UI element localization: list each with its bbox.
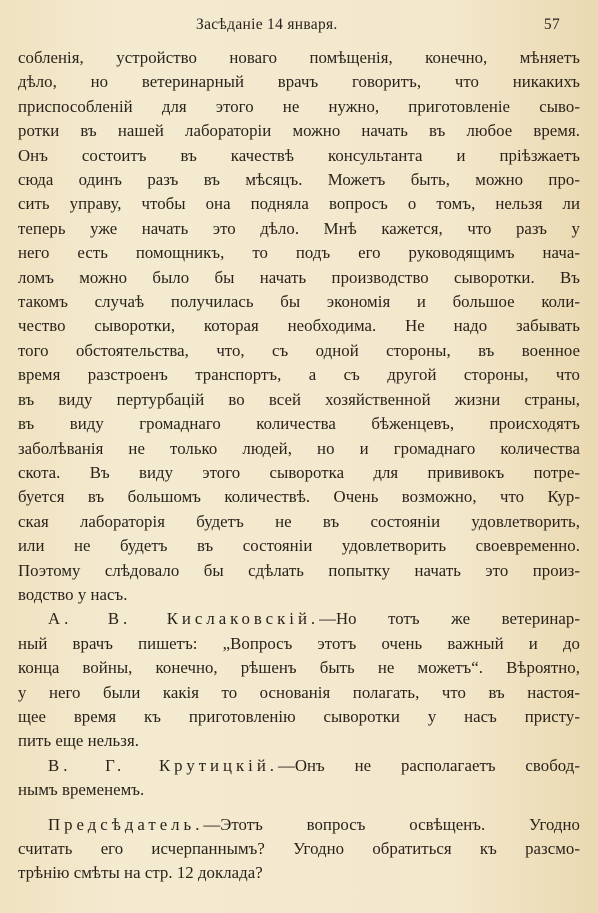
text-line: того обстоятельства, что, съ одной стороны, въ военное bbox=[18, 340, 580, 360]
speaker-name: Предсѣдатель. bbox=[48, 814, 204, 834]
paragraph-krutitsky bbox=[18, 754, 580, 803]
text-line: Поэтому слѣдовало бы сдѣлать попытку начать это произ- bbox=[18, 560, 580, 580]
speech-text: —Но тотъ же ветеринар- bbox=[319, 609, 580, 629]
text-line: сить управу, чтобы она подняла вопросъ о томъ, нельзя ли bbox=[18, 194, 580, 214]
paragraph-kislakovsky bbox=[18, 607, 580, 753]
text-line: чество сыворотки, которая необходима. Не надо забывать bbox=[18, 316, 580, 336]
text-line: нымъ временемъ. bbox=[18, 780, 145, 800]
text-line: скота. Въ виду этого сыворотка для прививокъ потре- bbox=[18, 462, 580, 482]
text-line bbox=[18, 754, 580, 778]
text-line: ротки въ нашей лабораторіи можно начать въ любое время. bbox=[18, 121, 580, 141]
text-line: Онъ состоитъ въ качествѣ консультанта и пріѣзжаетъ bbox=[18, 145, 580, 165]
running-header bbox=[18, 16, 580, 46]
text-line: собленія, устройство новаго помѣщенія, конечно, мѣняетъ bbox=[18, 48, 580, 67]
text-line: заболѣванія не только людей, но и громаднаго количества bbox=[18, 438, 580, 458]
text-line: въ виду громаднаго количества бѣженцевъ, происходятъ bbox=[18, 414, 580, 434]
text-line: такомъ случаѣ получилась бы экономія и большое коли- bbox=[18, 292, 580, 312]
text-line bbox=[18, 813, 580, 837]
text-line: буется въ большомъ количествѣ. Очень возможно, что Кур- bbox=[18, 487, 580, 507]
text-line: ломъ можно было бы начать производство сыворотки. Въ bbox=[18, 267, 580, 287]
text-line: или не будетъ въ состояніи удовлетворить своевременно. bbox=[18, 536, 580, 556]
text-line: трѣнію смѣты на стр. 12 доклада? bbox=[18, 863, 263, 883]
speech-text: —Этотъ вопросъ освѣщенъ. Угодно bbox=[203, 814, 580, 834]
text-line: водство у насъ. bbox=[18, 584, 128, 604]
text-line: считать его исчерпаннымъ? Угодно обратиться къ разсмо- bbox=[18, 839, 580, 858]
text-line bbox=[18, 607, 580, 631]
speaker-name: В. Г. Крутицкій. bbox=[48, 755, 278, 775]
paragraph-continuation bbox=[18, 46, 580, 607]
speech-text: —Онъ не располагаетъ свобод- bbox=[278, 755, 580, 775]
text-line: пить еще нельзя. bbox=[18, 731, 139, 751]
text-line: щее время къ приготовленію сыворотки у насъ присту- bbox=[18, 706, 580, 726]
text-line: дѣло, но ветеринарный врачъ говоритъ, что никакихъ bbox=[18, 72, 580, 92]
body-text bbox=[18, 46, 580, 886]
paragraph-chairman bbox=[18, 813, 580, 886]
text-line: ская лабораторія будетъ не въ состояніи удовлетворить, bbox=[18, 511, 580, 531]
text-line: теперь уже начать это дѣло. Мнѣ кажется, что разъ у bbox=[18, 218, 580, 238]
text-line: въ виду пертурбацій во всей хозяйственной жизни страны, bbox=[18, 389, 580, 409]
speaker-name: А. В. Кислаковскій. bbox=[48, 609, 320, 629]
text-line: время разстроенъ транспортъ, а съ другой стороны, что bbox=[18, 365, 580, 385]
text-line: у него были какія то основанія полагать, что въ настоя- bbox=[18, 682, 580, 702]
text-line: приспособленій для этого не нужно, приготовленіе сыво- bbox=[18, 96, 580, 116]
page-number: 57 bbox=[543, 16, 560, 33]
text-line: него есть помощникъ, то подъ его руководящимъ нача- bbox=[18, 243, 580, 263]
paragraph-gap bbox=[18, 803, 580, 813]
header-title: Засѣданіе 14 января. bbox=[196, 16, 338, 33]
text-line: конца войны, конечно, рѣшенъ быть не можетъ“. Вѣроятно, bbox=[18, 658, 580, 678]
text-line: сюда одинъ разъ въ мѣсяцъ. Можетъ быть, можно про- bbox=[18, 170, 580, 190]
text-line: ный врачъ пишетъ: „Вопросъ этотъ очень важный и до bbox=[18, 633, 580, 653]
